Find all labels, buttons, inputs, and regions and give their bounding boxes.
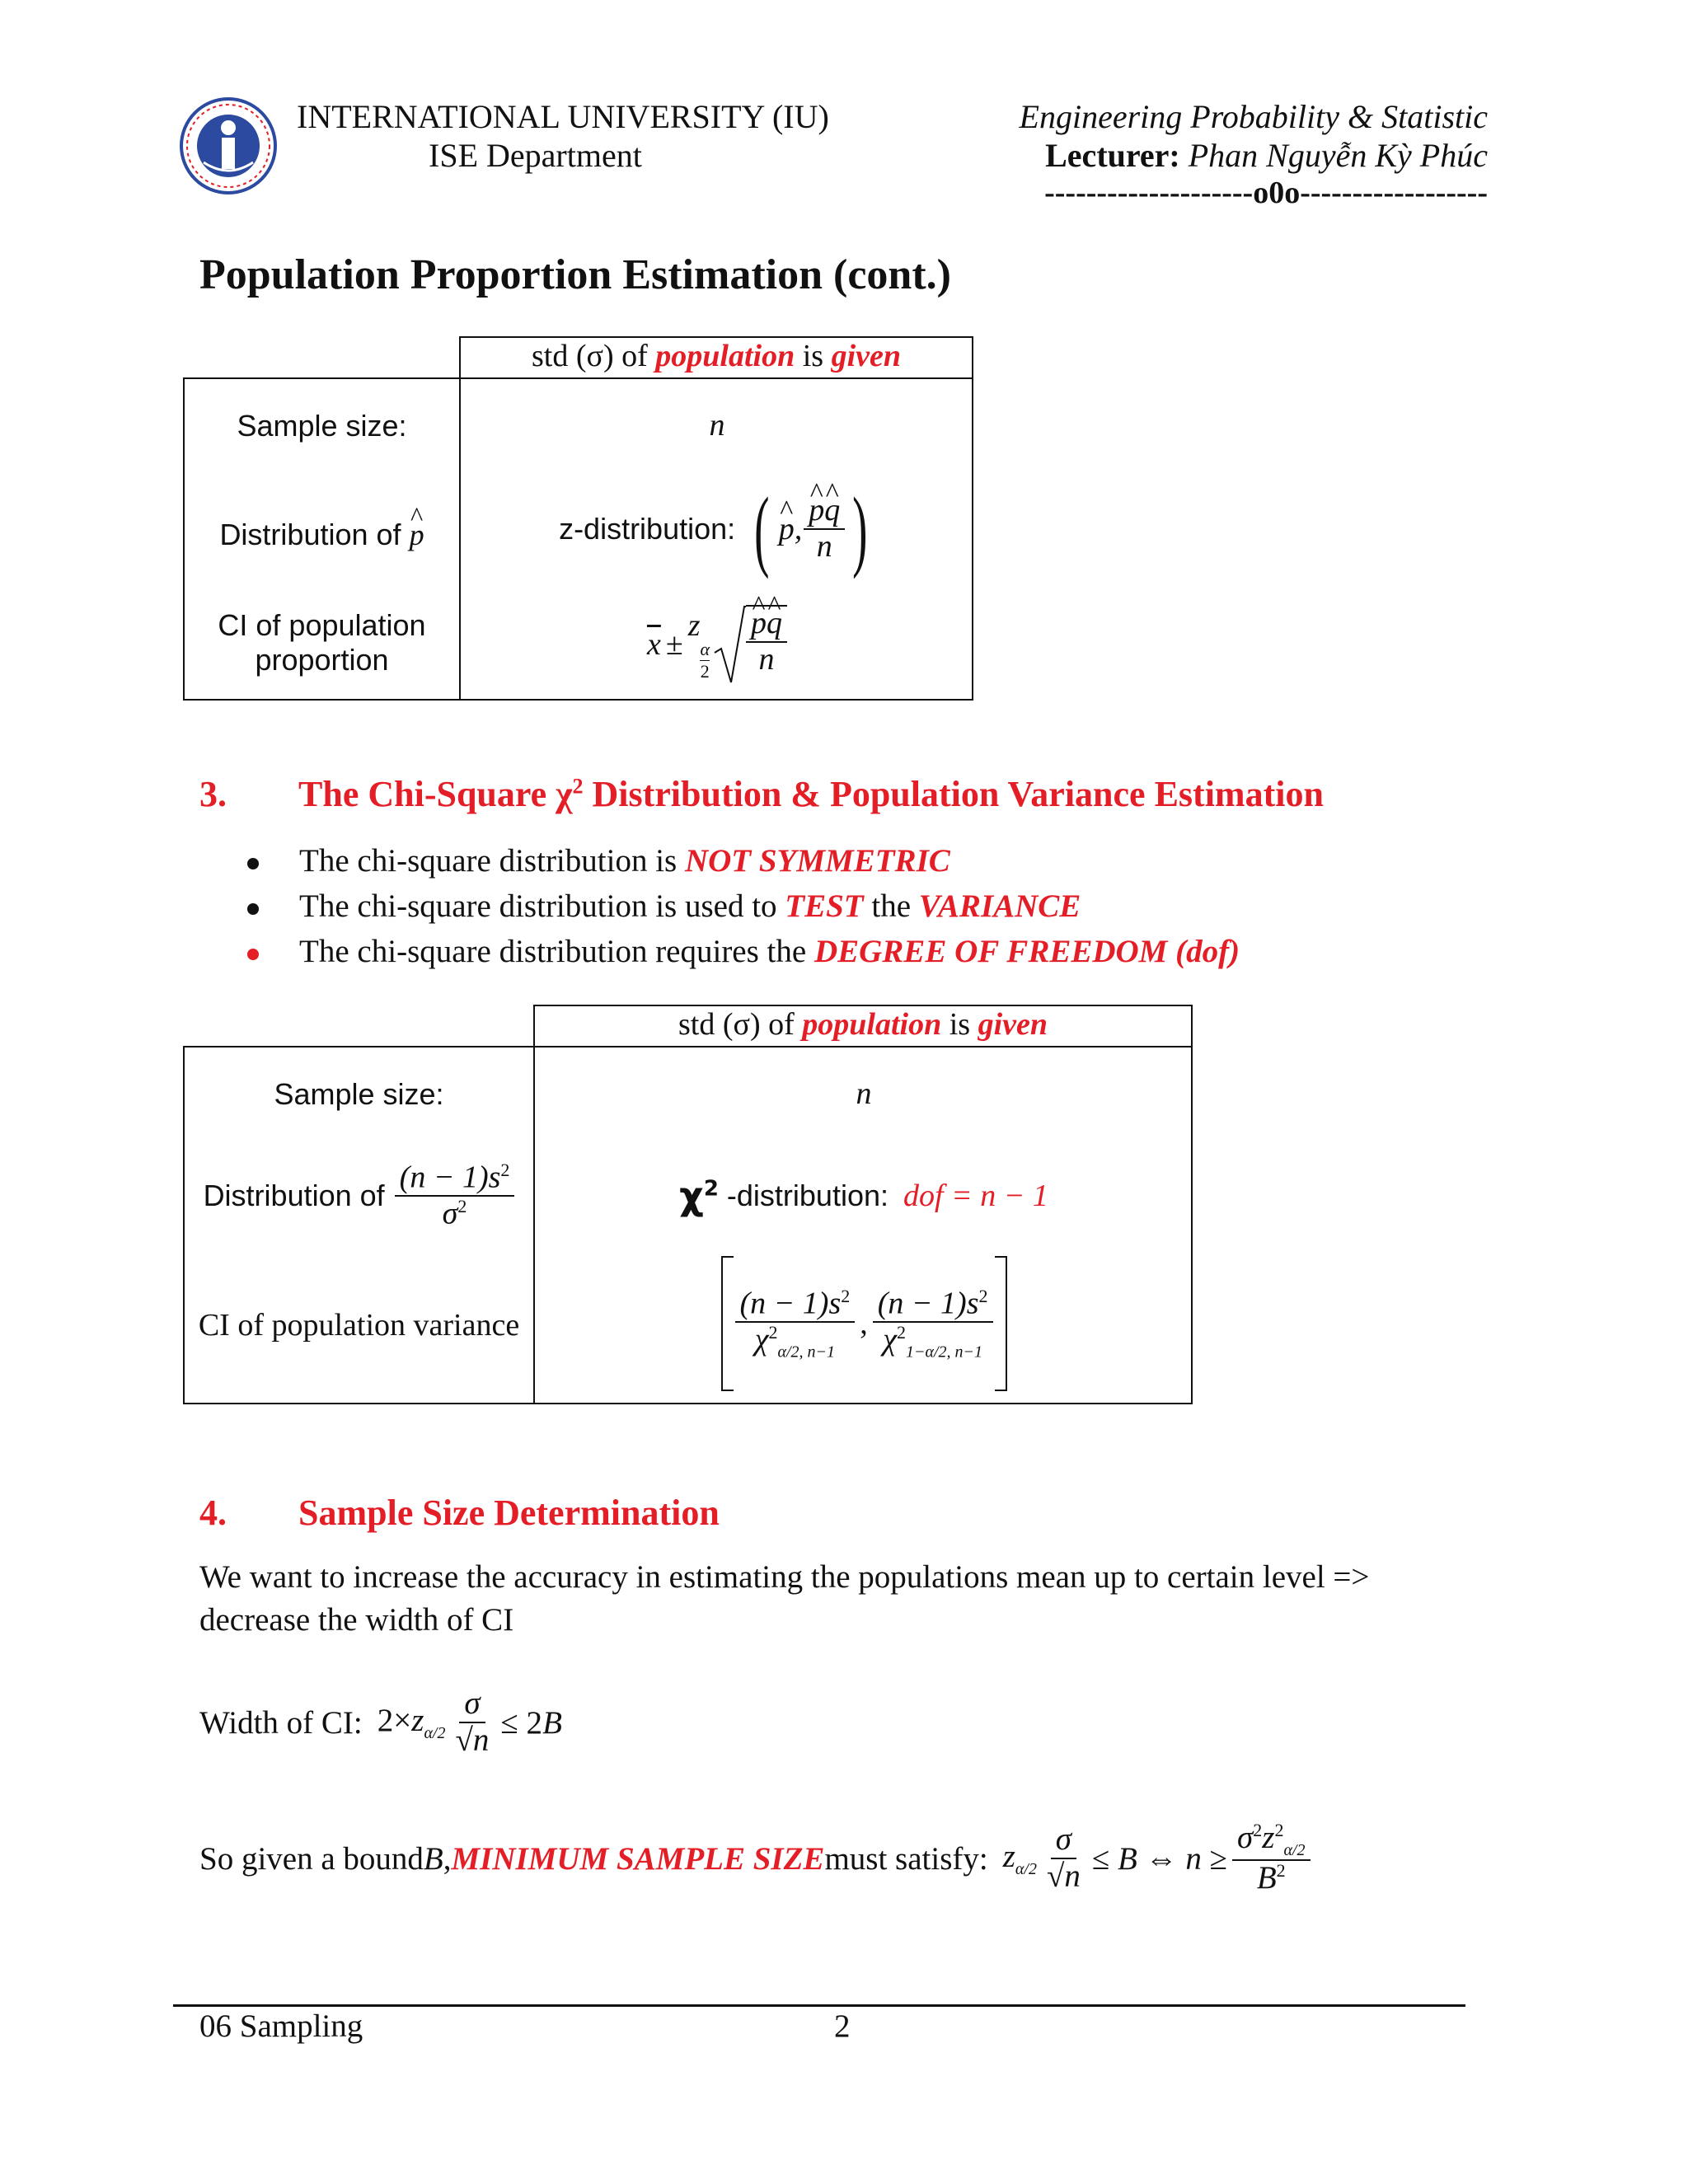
scaled-variance-fraction: $\frac{(n - 1)s^2}{\sigma^2}$: [395, 1160, 515, 1232]
table1-row1-label: Sample size:: [237, 409, 407, 443]
chi-symbol: $\chi^2$: [679, 1174, 719, 1218]
min-comma: ,: [443, 1840, 452, 1877]
bullet-emphasis: VARIANCE: [918, 888, 1081, 924]
bound-equivalence: ≤ B ⇔ n ≥: [1091, 1840, 1228, 1877]
sqrt-pq-over-n: ^ $\frac{p\^{} q}{n}$: [746, 605, 787, 677]
width-bound: ≤ 2B: [500, 1704, 562, 1741]
table2-header-prefix: std (σ) of: [678, 1007, 795, 1042]
width-of-ci-line: [199, 1673, 562, 1772]
table2-header: [533, 1005, 1193, 1047]
z-distribution-label: z-distribution:: [559, 512, 736, 546]
section4-number: 4.: [199, 1493, 227, 1533]
min-sample-size-emphasis: MINIMUM SAMPLE SIZE: [451, 1840, 825, 1877]
table1-row2-label: [185, 518, 459, 552]
bullet-dot: [247, 858, 259, 869]
page-number: 2: [834, 2008, 851, 2044]
table1-row3-label-line2: proportion: [255, 643, 389, 677]
width-of-ci-label: Width of CI:: [199, 1704, 363, 1741]
bound-b: B: [423, 1840, 443, 1877]
plus-minus: ±: [665, 627, 683, 662]
lecturer-line: [1045, 136, 1488, 175]
table2-header-is: is: [949, 1007, 971, 1042]
section4-paragraph-line2: decrease the width of CI: [199, 1602, 514, 1638]
dof-formula: dof = n − 1: [903, 1179, 1048, 1213]
p-hat-symbol: ^ p: [410, 518, 424, 552]
section3-title-part1: The Chi-Square χ: [298, 774, 573, 814]
bullet-emphasis: NOT SYMMETRIC: [684, 843, 950, 879]
ci-lower-fraction: $\frac{(n - 1)s^2}{\chi^2_{\alpha/2, n-1}}$: [735, 1286, 856, 1361]
table1-row3-value: [461, 595, 973, 694]
footer-chapter: 06 Sampling: [199, 2008, 363, 2044]
section4-title: Sample Size Determination: [298, 1493, 720, 1533]
p-hat-term: ^ p,: [779, 511, 803, 547]
z-alpha-half: z $_{\frac{\alpha}{2}}$: [687, 607, 710, 682]
left-paren: (: [754, 479, 770, 579]
bullet-text: The chi-square distribution is used to: [299, 888, 785, 924]
table1-header: [459, 336, 973, 379]
table1: [183, 377, 973, 701]
table2-row2-label-text: Distribution of: [203, 1179, 385, 1212]
table1-row3-label-line1: CI of population: [218, 608, 426, 642]
sigma-over-sqrt-n-2: $\frac{\sigma}{√n}$: [1046, 1821, 1081, 1894]
footer-divider: [173, 2004, 1465, 2007]
table2-header-given: given: [978, 1007, 1048, 1042]
z-alpha-half-2: $z_{\alpha/2}$: [1002, 1839, 1037, 1878]
bullet-dot: [247, 903, 259, 915]
pq-over-n-fraction: ^ $\frac{p\^{} q}{n}$: [804, 494, 845, 565]
table2: [183, 1046, 1193, 1404]
table1-row2-label-text: Distribution of: [219, 518, 401, 551]
section4-paragraph: [199, 1556, 1369, 1642]
table2-row1-value: n: [856, 1076, 872, 1111]
right-paren: ): [852, 479, 868, 579]
page-title: Population Proportion Estimation (cont.): [199, 251, 951, 298]
department-name: ISE Department: [429, 137, 642, 174]
chi-distribution-label: -distribution:: [726, 1179, 889, 1212]
table2-row3-value: [535, 1254, 1193, 1394]
min-n-fraction: $\frac{\sigma^2z^2_{\alpha/2}}{B^2}$: [1232, 1821, 1310, 1896]
table2-row2-label: [185, 1146, 533, 1245]
table1-header-population: population: [655, 339, 795, 373]
section3-title: [298, 773, 1324, 815]
sigma-over-sqrt-n: $\frac{\sigma}{√n}$: [455, 1685, 490, 1758]
table1-header-prefix: std (σ) of: [531, 339, 648, 373]
ci-upper-fraction: $\frac{(n - 1)s^2}{\chi^2_{1-\alpha/2, n-1}}$: [873, 1286, 993, 1361]
left-bracket: [719, 1254, 735, 1394]
table2-row3-label: CI of population variance: [198, 1308, 520, 1343]
min-suffix: must satisfy:: [824, 1840, 988, 1877]
table2-row2-value: [535, 1171, 1193, 1221]
university-name: INTERNATIONAL UNIVERSITY (IU): [297, 98, 829, 135]
section3-title-sup: 2: [572, 774, 584, 799]
section3-title-part2: Distribution & Population Variance Estimation: [583, 774, 1324, 814]
bullet-emphasis: TEST: [785, 888, 864, 924]
bullet-item: [247, 842, 950, 879]
bullet-text: the: [863, 888, 919, 924]
table1-row3-label: [185, 608, 459, 677]
bullet-text: The chi-square distribution requires the: [299, 934, 814, 969]
bullet-emphasis: DEGREE OF FREEDOM (dof): [814, 934, 1240, 969]
table1-header-given: given: [831, 339, 902, 373]
table2-header-population: population: [802, 1007, 942, 1042]
table1-row2-value: [461, 480, 973, 579]
x-bar: $\overline{x}$: [646, 627, 661, 662]
table1-row1-value: n: [709, 408, 725, 443]
course-title: Engineering Probability & Statistic: [1019, 98, 1488, 135]
section4-paragraph-line1: We want to increase the accuracy in estimating the populations mean up to certain level =>: [199, 1559, 1370, 1595]
right-bracket: [993, 1254, 1010, 1394]
lecturer-name: Phan Nguyễn Kỳ Phúc: [1188, 137, 1488, 174]
table2-row1-label: Sample size:: [274, 1077, 444, 1111]
width-formula: $2\times z_{\alpha/2}$: [377, 1703, 446, 1742]
header-divider: --------------------o0o------------------: [1044, 176, 1488, 210]
bullet-dot: [247, 949, 259, 960]
bullet-item: [247, 933, 1240, 970]
table1-header-is: is: [802, 339, 824, 373]
section3-number: 3.: [199, 774, 227, 814]
min-sample-size-line: [199, 1801, 1311, 1916]
comma: ,: [860, 1306, 868, 1341]
lecturer-label: Lecturer:: [1045, 137, 1180, 174]
min-prefix: So given a bound: [199, 1840, 424, 1877]
university-logo: [179, 96, 278, 195]
bullet-text: The chi-square distribution is: [299, 843, 685, 879]
sqrt-sign: [713, 603, 746, 686]
bullet-item: [247, 888, 1081, 925]
